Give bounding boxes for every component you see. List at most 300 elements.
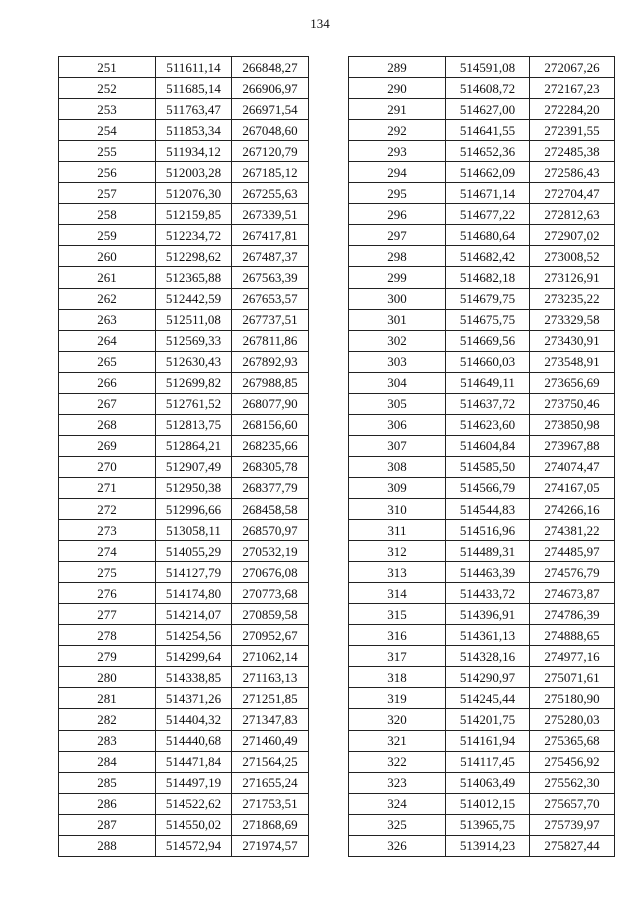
y-coordinate-cell: 271753,51 (232, 793, 309, 814)
y-coordinate-cell: 267892,93 (232, 351, 309, 372)
y-coordinate-cell: 275071,61 (530, 667, 615, 688)
table-row (349, 120, 615, 141)
table-row (349, 751, 615, 772)
x-coordinate-cell: 514641,55 (446, 120, 530, 141)
table-row (59, 162, 309, 183)
table-row (349, 646, 615, 667)
y-coordinate-cell: 273656,69 (530, 372, 615, 393)
point-number-cell: 286 (59, 793, 156, 814)
x-coordinate-cell: 514649,11 (446, 372, 530, 393)
y-coordinate-cell: 270773,68 (232, 583, 309, 604)
table-row (349, 814, 615, 835)
y-coordinate-cell: 273548,91 (530, 351, 615, 372)
point-number-cell: 272 (59, 498, 156, 519)
point-number-cell: 258 (59, 204, 156, 225)
y-coordinate-cell: 274381,22 (530, 520, 615, 541)
point-number-cell: 316 (349, 625, 446, 646)
x-coordinate-cell: 512234,72 (156, 225, 232, 246)
point-number-cell: 315 (349, 604, 446, 625)
x-coordinate-cell: 511685,14 (156, 78, 232, 99)
y-coordinate-cell: 272586,43 (530, 162, 615, 183)
y-coordinate-cell: 268305,78 (232, 456, 309, 477)
y-coordinate-cell: 275739,97 (530, 814, 615, 835)
table-row (349, 225, 615, 246)
y-coordinate-cell: 273235,22 (530, 288, 615, 309)
table-row (59, 688, 309, 709)
point-number-cell: 314 (349, 583, 446, 604)
table-row (59, 604, 309, 625)
x-coordinate-cell: 514669,56 (446, 330, 530, 351)
x-coordinate-cell: 512907,49 (156, 456, 232, 477)
table-row (59, 309, 309, 330)
x-coordinate-cell: 512813,75 (156, 414, 232, 435)
y-coordinate-cell: 266971,54 (232, 99, 309, 120)
point-number-cell: 321 (349, 730, 446, 751)
point-number-cell: 303 (349, 351, 446, 372)
point-number-cell: 287 (59, 814, 156, 835)
y-coordinate-cell: 273967,88 (530, 435, 615, 456)
point-number-cell: 255 (59, 141, 156, 162)
table-row (59, 456, 309, 477)
point-number-cell: 262 (59, 288, 156, 309)
table-row (59, 625, 309, 646)
point-number-cell: 273 (59, 520, 156, 541)
table-row (349, 57, 615, 78)
coordinates-table-left (58, 56, 309, 857)
x-coordinate-cell: 514338,85 (156, 667, 232, 688)
point-number-cell: 282 (59, 709, 156, 730)
table-row (349, 520, 615, 541)
x-coordinate-cell: 512365,88 (156, 267, 232, 288)
x-coordinate-cell: 514371,26 (156, 688, 232, 709)
point-number-cell: 275 (59, 562, 156, 583)
y-coordinate-cell: 271062,14 (232, 646, 309, 667)
x-coordinate-cell: 514677,22 (446, 204, 530, 225)
table-row (59, 646, 309, 667)
table-row (59, 57, 309, 78)
x-coordinate-cell: 514433,72 (446, 583, 530, 604)
y-coordinate-cell: 268570,97 (232, 520, 309, 541)
table-row (59, 562, 309, 583)
table-row (349, 351, 615, 372)
point-number-cell: 313 (349, 562, 446, 583)
y-coordinate-cell: 266906,97 (232, 78, 309, 99)
y-coordinate-cell: 274977,16 (530, 646, 615, 667)
x-coordinate-cell: 514680,64 (446, 225, 530, 246)
x-coordinate-cell: 512864,21 (156, 435, 232, 456)
y-coordinate-cell: 267120,79 (232, 141, 309, 162)
x-coordinate-cell: 514550,02 (156, 814, 232, 835)
x-coordinate-cell: 514675,75 (446, 309, 530, 330)
table-row (59, 372, 309, 393)
y-coordinate-cell: 267339,51 (232, 204, 309, 225)
y-coordinate-cell: 272704,47 (530, 183, 615, 204)
point-number-cell: 281 (59, 688, 156, 709)
x-coordinate-cell: 514055,29 (156, 541, 232, 562)
y-coordinate-cell: 267563,39 (232, 267, 309, 288)
x-coordinate-cell: 514290,97 (446, 667, 530, 688)
table-row (349, 372, 615, 393)
x-coordinate-cell: 514572,94 (156, 835, 232, 856)
table-row (349, 183, 615, 204)
table-row (59, 267, 309, 288)
table-row (349, 477, 615, 498)
y-coordinate-cell: 268377,79 (232, 477, 309, 498)
point-number-cell: 251 (59, 57, 156, 78)
table-row (59, 204, 309, 225)
y-coordinate-cell: 274266,16 (530, 498, 615, 519)
table-row (349, 99, 615, 120)
table-row (349, 667, 615, 688)
table-row (349, 141, 615, 162)
table-row (59, 772, 309, 793)
point-number-cell: 274 (59, 541, 156, 562)
y-coordinate-cell: 267988,85 (232, 372, 309, 393)
table-row (349, 604, 615, 625)
x-coordinate-cell: 511934,12 (156, 141, 232, 162)
table-row (349, 730, 615, 751)
table-row (59, 709, 309, 730)
y-coordinate-cell: 271163,13 (232, 667, 309, 688)
x-coordinate-cell: 514627,00 (446, 99, 530, 120)
table-row (59, 583, 309, 604)
point-number-cell: 257 (59, 183, 156, 204)
y-coordinate-cell: 271251,85 (232, 688, 309, 709)
y-coordinate-cell: 271655,24 (232, 772, 309, 793)
point-number-cell: 288 (59, 835, 156, 856)
table-row (59, 246, 309, 267)
point-number-cell: 312 (349, 541, 446, 562)
x-coordinate-cell: 514660,03 (446, 351, 530, 372)
y-coordinate-cell: 270859,58 (232, 604, 309, 625)
x-coordinate-cell: 514404,32 (156, 709, 232, 730)
y-coordinate-cell: 274074,47 (530, 456, 615, 477)
y-coordinate-cell: 274673,87 (530, 583, 615, 604)
table-row (349, 625, 615, 646)
point-number-cell: 319 (349, 688, 446, 709)
x-coordinate-cell: 514161,94 (446, 730, 530, 751)
x-coordinate-cell: 514679,75 (446, 288, 530, 309)
table-row (59, 225, 309, 246)
table-row (349, 414, 615, 435)
table-row (349, 835, 615, 856)
table-row (349, 78, 615, 99)
x-coordinate-cell: 514174,80 (156, 583, 232, 604)
table-row (349, 583, 615, 604)
x-coordinate-cell: 512630,43 (156, 351, 232, 372)
x-coordinate-cell: 514585,50 (446, 456, 530, 477)
table-row (349, 330, 615, 351)
point-number-cell: 256 (59, 162, 156, 183)
y-coordinate-cell: 271974,57 (232, 835, 309, 856)
table-row (59, 793, 309, 814)
table-row (59, 78, 309, 99)
table-row (349, 688, 615, 709)
y-coordinate-cell: 273430,91 (530, 330, 615, 351)
point-number-cell: 267 (59, 393, 156, 414)
y-coordinate-cell: 268235,66 (232, 435, 309, 456)
x-coordinate-cell: 514522,62 (156, 793, 232, 814)
y-coordinate-cell: 271460,49 (232, 730, 309, 751)
point-number-cell: 260 (59, 246, 156, 267)
table-row (59, 330, 309, 351)
y-coordinate-cell: 272907,02 (530, 225, 615, 246)
x-coordinate-cell: 514671,14 (446, 183, 530, 204)
point-number-cell: 292 (349, 120, 446, 141)
y-coordinate-cell: 268156,60 (232, 414, 309, 435)
x-coordinate-cell: 512950,38 (156, 477, 232, 498)
point-number-cell: 264 (59, 330, 156, 351)
x-coordinate-cell: 514440,68 (156, 730, 232, 751)
point-number-cell: 279 (59, 646, 156, 667)
x-coordinate-cell: 514214,07 (156, 604, 232, 625)
table-row (59, 414, 309, 435)
x-coordinate-cell: 514544,83 (446, 498, 530, 519)
table-row (349, 204, 615, 225)
point-number-cell: 263 (59, 309, 156, 330)
table-row (59, 351, 309, 372)
table-row (59, 730, 309, 751)
table-row (349, 288, 615, 309)
y-coordinate-cell: 275180,90 (530, 688, 615, 709)
x-coordinate-cell: 514299,64 (156, 646, 232, 667)
table-row (59, 288, 309, 309)
x-coordinate-cell: 512699,82 (156, 372, 232, 393)
x-coordinate-cell: 511853,34 (156, 120, 232, 141)
x-coordinate-cell: 514591,08 (446, 57, 530, 78)
y-coordinate-cell: 267653,57 (232, 288, 309, 309)
y-coordinate-cell: 267185,12 (232, 162, 309, 183)
x-coordinate-cell: 514608,72 (446, 78, 530, 99)
x-coordinate-cell: 512298,62 (156, 246, 232, 267)
point-number-cell: 325 (349, 814, 446, 835)
table-row (349, 498, 615, 519)
table-row (349, 393, 615, 414)
x-coordinate-cell: 512996,66 (156, 498, 232, 519)
y-coordinate-cell: 267255,63 (232, 183, 309, 204)
point-number-cell: 293 (349, 141, 446, 162)
x-coordinate-cell: 514652,36 (446, 141, 530, 162)
x-coordinate-cell: 514254,56 (156, 625, 232, 646)
point-number-cell: 324 (349, 793, 446, 814)
y-coordinate-cell: 271868,69 (232, 814, 309, 835)
x-coordinate-cell: 513914,23 (446, 835, 530, 856)
point-number-cell: 269 (59, 435, 156, 456)
y-coordinate-cell: 267487,37 (232, 246, 309, 267)
y-coordinate-cell: 275657,70 (530, 793, 615, 814)
point-number-cell: 307 (349, 435, 446, 456)
y-coordinate-cell: 270532,19 (232, 541, 309, 562)
point-number-cell: 326 (349, 835, 446, 856)
point-number-cell: 310 (349, 498, 446, 519)
x-coordinate-cell: 514201,75 (446, 709, 530, 730)
y-coordinate-cell: 267811,86 (232, 330, 309, 351)
x-coordinate-cell: 514637,72 (446, 393, 530, 414)
x-coordinate-cell: 514682,18 (446, 267, 530, 288)
y-coordinate-cell: 271564,25 (232, 751, 309, 772)
point-number-cell: 323 (349, 772, 446, 793)
y-coordinate-cell: 271347,83 (232, 709, 309, 730)
coordinates-table-right (348, 56, 615, 857)
table-row (349, 435, 615, 456)
y-coordinate-cell: 266848,27 (232, 57, 309, 78)
table-row (349, 267, 615, 288)
y-coordinate-cell: 274786,39 (530, 604, 615, 625)
point-number-cell: 289 (349, 57, 446, 78)
point-number-cell: 268 (59, 414, 156, 435)
y-coordinate-cell: 272391,55 (530, 120, 615, 141)
x-coordinate-cell: 514623,60 (446, 414, 530, 435)
point-number-cell: 302 (349, 330, 446, 351)
table-row (59, 498, 309, 519)
point-number-cell: 296 (349, 204, 446, 225)
x-coordinate-cell: 514516,96 (446, 520, 530, 541)
table-row (349, 562, 615, 583)
x-coordinate-cell: 514328,16 (446, 646, 530, 667)
table-row (349, 541, 615, 562)
y-coordinate-cell: 272167,23 (530, 78, 615, 99)
point-number-cell: 309 (349, 477, 446, 498)
point-number-cell: 280 (59, 667, 156, 688)
x-coordinate-cell: 514604,84 (446, 435, 530, 456)
point-number-cell: 261 (59, 267, 156, 288)
point-number-cell: 295 (349, 183, 446, 204)
x-coordinate-cell: 512076,30 (156, 183, 232, 204)
point-number-cell: 265 (59, 351, 156, 372)
table-row (59, 520, 309, 541)
y-coordinate-cell: 270952,67 (232, 625, 309, 646)
point-number-cell: 284 (59, 751, 156, 772)
y-coordinate-cell: 274485,97 (530, 541, 615, 562)
point-number-cell: 311 (349, 520, 446, 541)
y-coordinate-cell: 272812,63 (530, 204, 615, 225)
table-row (59, 667, 309, 688)
table-row (59, 141, 309, 162)
point-number-cell: 301 (349, 309, 446, 330)
y-coordinate-cell: 273126,91 (530, 267, 615, 288)
x-coordinate-cell: 512569,33 (156, 330, 232, 351)
y-coordinate-cell: 274576,79 (530, 562, 615, 583)
point-number-cell: 320 (349, 709, 446, 730)
table-row (59, 814, 309, 835)
y-coordinate-cell: 273750,46 (530, 393, 615, 414)
table-row (59, 835, 309, 856)
x-coordinate-cell: 514566,79 (446, 477, 530, 498)
point-number-cell: 297 (349, 225, 446, 246)
point-number-cell: 291 (349, 99, 446, 120)
y-coordinate-cell: 272284,20 (530, 99, 615, 120)
point-number-cell: 300 (349, 288, 446, 309)
point-number-cell: 276 (59, 583, 156, 604)
x-coordinate-cell: 514662,09 (446, 162, 530, 183)
table-row (59, 541, 309, 562)
y-coordinate-cell: 272485,38 (530, 141, 615, 162)
x-coordinate-cell: 512159,85 (156, 204, 232, 225)
point-number-cell: 283 (59, 730, 156, 751)
y-coordinate-cell: 273329,58 (530, 309, 615, 330)
table-row (59, 393, 309, 414)
x-coordinate-cell: 514063,49 (446, 772, 530, 793)
point-number-cell: 259 (59, 225, 156, 246)
x-coordinate-cell: 514497,19 (156, 772, 232, 793)
point-number-cell: 266 (59, 372, 156, 393)
y-coordinate-cell: 268458,58 (232, 498, 309, 519)
x-coordinate-cell: 514012,15 (446, 793, 530, 814)
y-coordinate-cell: 272067,26 (530, 57, 615, 78)
point-number-cell: 278 (59, 625, 156, 646)
point-number-cell: 305 (349, 393, 446, 414)
y-coordinate-cell: 275456,92 (530, 751, 615, 772)
table-row (59, 477, 309, 498)
point-number-cell: 271 (59, 477, 156, 498)
x-coordinate-cell: 512761,52 (156, 393, 232, 414)
table-row (349, 709, 615, 730)
x-coordinate-cell: 514471,84 (156, 751, 232, 772)
x-coordinate-cell: 513965,75 (446, 814, 530, 835)
x-coordinate-cell: 514463,39 (446, 562, 530, 583)
point-number-cell: 298 (349, 246, 446, 267)
x-coordinate-cell: 514117,45 (446, 751, 530, 772)
x-coordinate-cell: 512511,08 (156, 309, 232, 330)
table-row (349, 309, 615, 330)
table-row (59, 99, 309, 120)
point-number-cell: 308 (349, 456, 446, 477)
y-coordinate-cell: 267417,81 (232, 225, 309, 246)
table-row (349, 772, 615, 793)
y-coordinate-cell: 268077,90 (232, 393, 309, 414)
point-number-cell: 322 (349, 751, 446, 772)
y-coordinate-cell: 273008,52 (530, 246, 615, 267)
y-coordinate-cell: 270676,08 (232, 562, 309, 583)
point-number-cell: 318 (349, 667, 446, 688)
point-number-cell: 306 (349, 414, 446, 435)
table-row (349, 246, 615, 267)
y-coordinate-cell: 275827,44 (530, 835, 615, 856)
point-number-cell: 285 (59, 772, 156, 793)
point-number-cell: 277 (59, 604, 156, 625)
point-number-cell: 304 (349, 372, 446, 393)
x-coordinate-cell: 514682,42 (446, 246, 530, 267)
x-coordinate-cell: 512003,28 (156, 162, 232, 183)
y-coordinate-cell: 267048,60 (232, 120, 309, 141)
x-coordinate-cell: 511611,14 (156, 57, 232, 78)
x-coordinate-cell: 514489,31 (446, 541, 530, 562)
y-coordinate-cell: 275562,30 (530, 772, 615, 793)
x-coordinate-cell: 514127,79 (156, 562, 232, 583)
point-number-cell: 294 (349, 162, 446, 183)
point-number-cell: 270 (59, 456, 156, 477)
point-number-cell: 253 (59, 99, 156, 120)
x-coordinate-cell: 513058,11 (156, 520, 232, 541)
point-number-cell: 317 (349, 646, 446, 667)
point-number-cell: 254 (59, 120, 156, 141)
y-coordinate-cell: 275280,03 (530, 709, 615, 730)
y-coordinate-cell: 274888,65 (530, 625, 615, 646)
point-number-cell: 299 (349, 267, 446, 288)
x-coordinate-cell: 514361,13 (446, 625, 530, 646)
y-coordinate-cell: 274167,05 (530, 477, 615, 498)
y-coordinate-cell: 273850,98 (530, 414, 615, 435)
table-row (59, 751, 309, 772)
y-coordinate-cell: 275365,68 (530, 730, 615, 751)
page-number: 134 (310, 16, 330, 31)
table-row (349, 793, 615, 814)
x-coordinate-cell: 514245,44 (446, 688, 530, 709)
y-coordinate-cell: 267737,51 (232, 309, 309, 330)
point-number-cell: 252 (59, 78, 156, 99)
table-row (59, 183, 309, 204)
x-coordinate-cell: 511763,47 (156, 99, 232, 120)
